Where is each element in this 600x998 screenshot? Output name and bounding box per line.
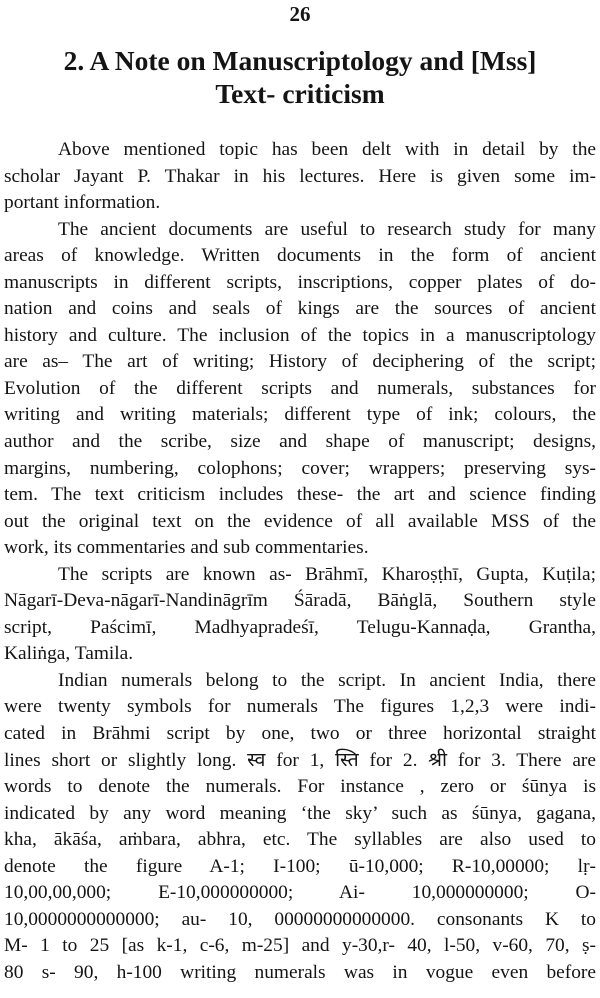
paragraph-scripts: [4, 562, 596, 668]
text-line: Evolution of the different scripts and numerals, substances for: [4, 377, 596, 399]
text-line: work, its commentaries and sub commentaries.: [4, 537, 369, 559]
text-line: kha, ākāśa, aṁbara, abhra, etc. The syllables are also used to: [4, 829, 596, 851]
text-line: portant information.: [4, 192, 161, 214]
text-line: out the original text on the evidence of all available MSS of the: [4, 510, 596, 532]
text-line: author and the scribe, size and shape of manuscript; designs,: [4, 431, 596, 453]
text-line: Indian numerals belong to the script. In ancient India, there: [58, 669, 596, 691]
text-line: Nāgarī-Deva-nāgarī-Nandināgrīm Śāradā, Bāṅglā, Southern style: [4, 590, 596, 612]
chapter-title: [0, 44, 600, 110]
text-line: script, Paścimī, Madhyapradeśī, Telugu-Kannaḍa, Grantha,: [4, 616, 596, 638]
text-line: are as– The art of writing; History of deciphering of the script;: [4, 351, 596, 373]
text-line: areas of knowledge. Written documents in the form of ancient: [4, 245, 596, 267]
text-line: indicated by any word meaning ‘the sky’ such as śūnya, gagana,: [4, 802, 596, 824]
text-line: 10,0000000000000; au- 10, 00000000000000. consonants K to: [4, 908, 596, 930]
text-line: The ancient documents are useful to research study for many: [58, 218, 596, 240]
text-line: were twenty symbols for numerals The figures 1,2,3 were indi-: [4, 696, 596, 718]
text-line: words to denote the numerals. For instance , zero or śūnya is: [4, 776, 596, 798]
text-line: manuscripts in different scripts, inscriptions, copper plates of do-: [4, 271, 596, 293]
page-number: 26: [289, 2, 311, 26]
text-line: scholar Jayant P. Thakar in his lectures. Here is given some im-: [4, 165, 596, 187]
paragraph-documents: [4, 217, 596, 562]
text-line: Kaliṅga, Tamila.: [4, 643, 134, 665]
text-line: cated in Brāhmi script by one, two or three horizontal straight: [4, 723, 596, 745]
text-line: The scripts are known as- Brāhmī, Kharoṣṭhī, Gupta, Kuṭila;: [58, 563, 596, 585]
text-line: M- 1 to 25 [as k-1, c-6, m-25] and y-30,r- 40, l-50, v-60, 70, ṣ-: [4, 935, 596, 957]
text-line: tem. The text criticism includes these- the art and science finding: [4, 484, 596, 506]
text-line: Above mentioned topic has been delt with in detail by the: [58, 139, 596, 160]
text-line: writing and writing materials; different type of ink; colours, the: [4, 404, 596, 426]
text-line: lines short or slightly long. स्व for 1, स्ति for 2. श्री for 3. There are: [4, 749, 596, 771]
text-line: 80 s- 90, h-100 writing numerals was in vogue even before: [4, 961, 596, 983]
text-line: 10,00,00,000; E-10,000000000; Ai- 10,000000000; O-: [4, 882, 596, 904]
body-text: [4, 137, 596, 987]
text-line: nation and coins and seals of kings are the sources of ancient: [4, 298, 596, 320]
paragraph-intro: [4, 137, 596, 217]
paragraph-numerals: [4, 668, 596, 987]
text-line: margins, numbering, colophons; cover; wrappers; preserving sys-: [4, 457, 596, 479]
text-line: denote the figure A-1; I-100; ū-10,000; R-10,00000; lṛ-: [4, 855, 596, 877]
chapter-title-line-2: Text- criticism: [215, 78, 385, 109]
chapter-title-line-1: 2. A Note on Manuscriptology and [Mss]: [63, 45, 537, 76]
text-line: history and culture. The inclusion of the topics in a manuscriptology: [4, 324, 596, 346]
